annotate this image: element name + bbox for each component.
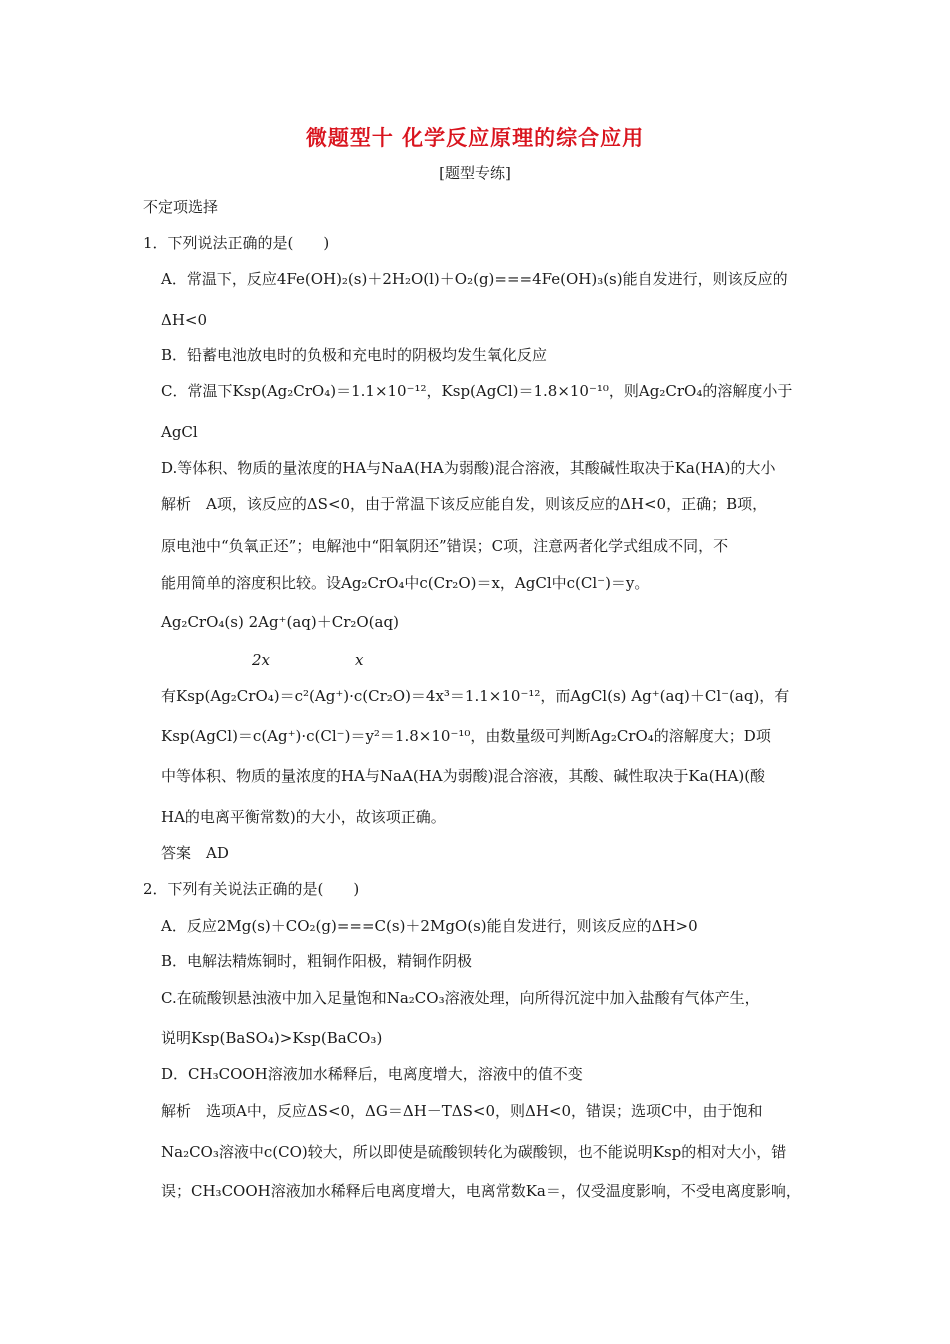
q2-option-c: C.在硫酸钡悬浊液中加入足量饱和Na₂CO₃溶液处理，向所得沉淀中加入盐酸有气体产生， — [161, 989, 760, 1007]
section-heading: 不定项选择 — [143, 198, 219, 216]
page-title: 微题型十 化学反应原理的综合应用 — [305, 126, 645, 150]
q2-stem: 2．下列有关说法正确的是( ) — [143, 880, 360, 898]
q2-analysis-line: 解析 选项A中，反应ΔS<0，ΔG＝ΔH－TΔS<0，则ΔH<0，错误；选项C中，由于饱和 — [161, 1102, 763, 1120]
q2-option-c-cont: 说明Ksp(BaSO₄)>Ksp(BaCO₃) — [161, 1029, 383, 1047]
q1-answer: 答案 AD — [161, 844, 229, 862]
q1-analysis-line: 能用简单的溶度积比较。设Ag₂CrO₄中c(Cr₂O)＝x，AgCl中c(Cl⁻)＝y。 — [161, 574, 650, 592]
q1-equation-term: 2x — [252, 651, 271, 669]
q1-option-c-cont: AgCl — [161, 423, 198, 441]
q1-analysis-line: 解析 A项，该反应的ΔS<0，由于常温下该反应能自发，则该反应的ΔH<0，正确；B项， — [161, 495, 768, 513]
q1-option-d: D.等体积、物质的量浓度的HA与NaA(HA为弱酸)混合溶液，其酸碱性取决于Ka(HA)的大小 — [161, 459, 776, 477]
q1-analysis-line: 原电池中“负氧正还”；电解池中“阳氧阴还”错误；C项，注意两者化学式组成不同，不 — [161, 537, 729, 555]
q1-analysis-line: Ksp(AgCl)＝c(Ag⁺)·c(Cl⁻)＝y²＝1.8×10⁻¹⁰，由数量级可判断Ag₂CrO₄的溶解度大；D项 — [161, 727, 771, 745]
q1-analysis-line: 有Ksp(Ag₂CrO₄)＝c²(Ag⁺)·c(Cr₂O)＝4x³＝1.1×10⁻¹²，而AgCl(s) Ag⁺(aq)＋Cl⁻(aq)，有 — [161, 687, 790, 705]
q1-option-a: A．常温下，反应4Fe(OH)₂(s)＋2H₂O(l)＋O₂(g)===4Fe(OH)₃(s)能自发进行，则该反应的 — [161, 270, 788, 288]
q1-analysis-line: HA的电离平衡常数)的大小，故该项正确。 — [161, 808, 446, 826]
q1-equation-term: x — [355, 651, 364, 669]
q1-option-b: B．铅蓄电池放电时的负极和充电时的阴极均发生氧化反应 — [161, 346, 548, 364]
q1-analysis-line: 中等体积、物质的量浓度的HA与NaA(HA为弱酸)混合溶液，其酸、碱性取决于Ka(HA)(酸 — [161, 767, 766, 785]
q2-analysis-line: Na₂CO₃溶液中c(CO)较大，所以即使是硫酸钡转化为碳酸钡，也不能说明Ksp的相对大小，错 — [161, 1143, 787, 1161]
q1-option-c: C．常温下Ksp(Ag₂CrO₄)＝1.1×10⁻¹²，Ksp(AgCl)＝1.8×10⁻¹⁰，则Ag₂CrO₄的溶解度小于 — [161, 382, 793, 400]
q1-stem: 1．下列说法正确的是( ) — [143, 234, 330, 252]
q2-analysis-line: 误；CH₃COOH溶液加水稀释后电离度增大，电离常数Ka＝，仅受温度影响，不受电离度影响， — [161, 1182, 801, 1200]
page-subtitle: [题型专练] — [439, 164, 511, 182]
q2-option-d: D．CH₃COOH溶液加水稀释后，电离度增大，溶液中的值不变 — [161, 1065, 583, 1083]
q1-option-a-cont: ΔH<0 — [161, 311, 208, 329]
q1-equation: Ag₂CrO₄(s) 2Ag⁺(aq)＋Cr₂O(aq) — [161, 613, 399, 631]
q2-option-b: B．电解法精炼铜时，粗铜作阳极，精铜作阴极 — [161, 952, 473, 970]
q2-option-a: A．反应2Mg(s)＋CO₂(g)===C(s)＋2MgO(s)能自发进行，则该反应的ΔH>0 — [161, 917, 698, 935]
